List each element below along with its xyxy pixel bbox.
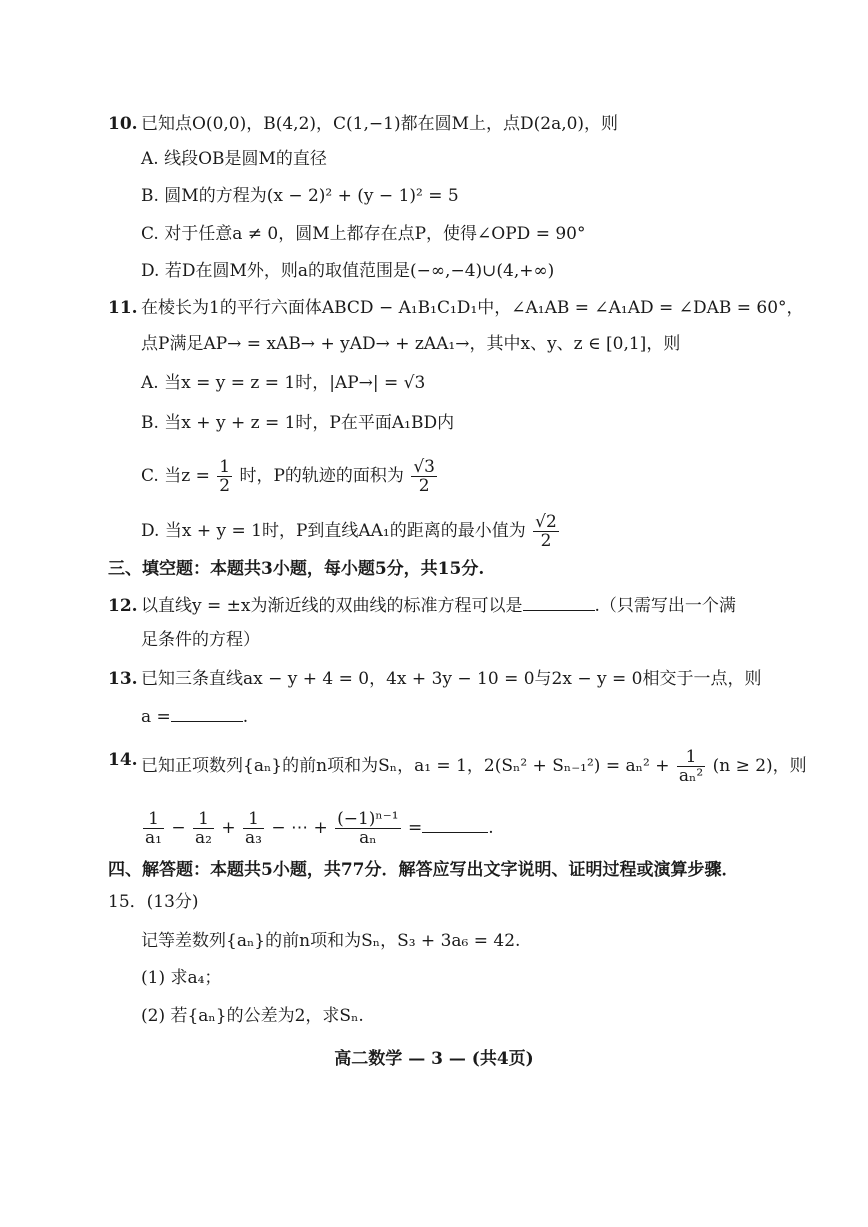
- q11-option-c-text: [141, 458, 439, 495]
- q14-stem-pre: 已知正项数列{aₙ}的前n项和为Sₙ，a₁ = 1，2(Sₙ² + Sₙ₋₁²) = aₙ² +: [141, 756, 670, 776]
- q11-option-c-fraction-z: [217, 458, 232, 495]
- q14-term-2: [193, 810, 214, 847]
- q13-answer-label: a =: [141, 707, 171, 727]
- q14-stem-post: (n ≥ 2)，则: [712, 756, 807, 776]
- q10-option-b-text: B. 圆M的方程为(x − 2)² + (y − 1)² = 5: [141, 186, 459, 206]
- q13-number: 13.: [108, 669, 138, 689]
- q14-op-1: −: [171, 818, 186, 838]
- fraction-denominator: 2: [219, 476, 231, 496]
- q11-option-d-fraction: [533, 513, 559, 550]
- q15-part-2-text: (2) 若{aₙ}的公差为2，求Sₙ.: [141, 1006, 364, 1026]
- fraction-numerator: √2: [535, 512, 557, 532]
- q10-number: 10.: [108, 114, 138, 134]
- fraction-numerator: (−1)ⁿ⁻¹: [337, 809, 399, 829]
- q11-option-c-fraction-area: [411, 458, 437, 495]
- q14-term-1: [143, 810, 164, 847]
- q11-stem-1: 在棱长为1的平行六面体ABCD − A₁B₁C₁D₁中，∠A₁AB = ∠A₁AD = ∠DAB = 60°，: [141, 298, 804, 318]
- q14-sum-expression: [141, 810, 494, 847]
- q11-option-c-mid: 时，P的轨迹的面积为: [239, 466, 404, 486]
- q10-option-d-text: D. 若D在圆M外，则a的取值范围是(−∞,−4)∪(4,+∞): [141, 261, 555, 281]
- q15-title: 15．(13分): [108, 892, 199, 912]
- q11-option-a-text: A. 当x = y = z = 1时，|AP→| = √3: [141, 373, 426, 393]
- q12-note: .（只需写出一个满: [594, 596, 736, 616]
- q11-option-b-text: B. 当x + y + z = 1时，P在平面A₁BD内: [141, 413, 455, 433]
- fraction-denominator: aₙ²: [678, 766, 704, 786]
- q15-part-1-text: (1) 求a₄；: [141, 968, 222, 988]
- q12-answer-blank[interactable]: [523, 594, 595, 611]
- fraction-numerator: 1: [243, 810, 264, 829]
- q14-number: 14.: [108, 750, 138, 770]
- q13-answer-line: [141, 705, 248, 729]
- fraction-denominator: a₂: [195, 828, 212, 848]
- section-3-title: 三、填空题：本题共3小题，每小题5分，共15分.: [108, 559, 485, 579]
- q12-number: 12.: [108, 596, 138, 616]
- q12-note-cont: 足条件的方程）: [141, 630, 260, 650]
- fraction-denominator: 2: [418, 476, 430, 496]
- fraction-denominator: a₃: [245, 828, 262, 848]
- q10-option-a-text: A. 线段OB是圆M的直径: [141, 149, 327, 169]
- q14-stem: [141, 748, 807, 785]
- q15-stem: 记等差数列{aₙ}的前n项和为Sₙ，S₃ + 3a₆ = 42.: [141, 931, 521, 951]
- q11-option-c-pre: C. 当z =: [141, 466, 210, 486]
- q14-op-2: +: [221, 818, 236, 838]
- fraction-numerator: 1: [219, 457, 231, 477]
- q13-stem: 已知三条直线ax − y + 4 = 0，4x + 3y − 10 = 0与2x − y = 0相交于一点，则: [141, 669, 762, 689]
- fraction-denominator: a₁: [145, 828, 162, 848]
- q11-option-d-text: [141, 513, 561, 550]
- fraction-denominator: aₙ: [359, 828, 377, 848]
- q11-stem-2: 点P满足AP→ = xAB→ + yAD→ + zAA₁→，其中x、y、z ∈ [0,1]，则: [141, 334, 681, 354]
- q14-stem-fraction: [677, 748, 705, 785]
- q14-term-3: [243, 810, 264, 847]
- q11-number: 11.: [108, 298, 138, 318]
- q14-op-3: − ⋯ +: [271, 818, 328, 838]
- section-4-title: 四、解答题：本题共5小题，共77分．解答应写出文字说明、证明过程或演算步骤．: [108, 860, 739, 880]
- q14-end: .: [488, 818, 494, 838]
- q10-stem: 已知点O(0,0)，B(4,2)，C(1,−1)都在圆M上，点D(2a,0)，则: [141, 114, 619, 134]
- fraction-numerator: √3: [413, 457, 435, 477]
- page-footer: 高二数学 — 3 — (共4页): [334, 1049, 534, 1069]
- q12-text: [141, 594, 736, 618]
- q14-answer-blank[interactable]: [422, 816, 488, 833]
- q13-answer-blank[interactable]: [171, 705, 243, 722]
- q10-option-c-text: C. 对于任意a ≠ 0，圆M上都存在点P，使得∠OPD = 90°: [141, 224, 586, 244]
- fraction-numerator: 1: [677, 748, 705, 767]
- q11-option-d-pre: D. 当x + y = 1时，P到直线AA₁的距离的最小值为: [141, 521, 526, 541]
- q14-term-n: [335, 810, 400, 847]
- q13-end: .: [242, 707, 249, 727]
- fraction-numerator: 1: [193, 810, 214, 829]
- q14-equals: =: [407, 818, 423, 838]
- q12-stem: 以直线y = ±x为渐近线的双曲线的标准方程可以是: [141, 596, 523, 616]
- fraction-numerator: 1: [143, 810, 164, 829]
- fraction-denominator: 2: [540, 531, 552, 551]
